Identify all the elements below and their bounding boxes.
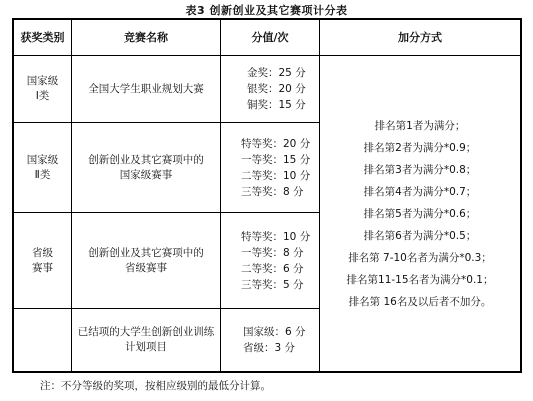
header-competition-name: 竞赛名称 — [124, 31, 168, 44]
score-table — [12, 18, 522, 373]
points-item: 一等奖：8 分 — [241, 246, 304, 259]
points-item: 省级：3 分 — [243, 342, 296, 354]
row-points — [221, 309, 319, 371]
points-item: 银奖：20 分 — [247, 83, 306, 95]
points-item: 一等奖：15 分 — [241, 153, 311, 166]
header-method: 加分方式 — [398, 31, 442, 44]
method-item: 排名第1者为满分； — [374, 119, 466, 132]
row-competition-name: 全国大学生职业规划大赛 — [88, 82, 204, 95]
method-item: 排名第11-15名者为满分*0.1； — [346, 273, 494, 286]
header-category: 获奖类别 — [20, 31, 65, 44]
method-item: 排名第5者为满分*0.6； — [363, 207, 477, 220]
method-item: 排名第4者为满分*0.7； — [363, 185, 477, 198]
table-note: 注：不分等级的奖项，按相应级别的最低分计算。 — [40, 380, 271, 392]
row-competition-name: 创新创业及其它赛项中的 国家级赛事 — [88, 153, 204, 181]
points-item: 三等奖：8 分 — [241, 185, 304, 198]
points-item: 金奖：25 分 — [247, 67, 306, 79]
row-competition-name: 已结项的大学生创新创业训练 计划项目 — [77, 326, 215, 353]
row-category: 省级 赛事 — [32, 246, 53, 274]
row-competition-name: 创新创业及其它赛项中的 省级赛事 — [88, 246, 204, 274]
table-title: 表3 创新创业及其它赛项计分表 — [185, 4, 348, 17]
points-item: 三等奖：5 分 — [241, 278, 304, 291]
points-item: 二等奖：10 分 — [241, 169, 311, 182]
points-item: 特等奖：20 分 — [241, 137, 311, 150]
method-item: 排名第3者为满分*0.8； — [363, 163, 477, 176]
method-item: 排名第2者为满分*0.9； — [363, 141, 477, 154]
method-item: 排名第 16名及以后者不加分。 — [348, 295, 492, 308]
row-points — [221, 213, 319, 308]
row-points — [221, 123, 319, 212]
points-item: 二等奖：6 分 — [241, 262, 304, 275]
row-category — [14, 309, 71, 371]
header-points: 分值/次 — [251, 31, 289, 44]
scoring-method — [320, 56, 520, 371]
method-item: 排名第6者为满分*0.5； — [363, 229, 477, 242]
points-item: 铜奖：15 分 — [247, 99, 306, 111]
method-item: 排名第 7-10名者为满分*0.3； — [348, 251, 492, 264]
points-item: 特等奖：10 分 — [241, 230, 311, 243]
row-category: 国家级 Ⅰ类 — [26, 75, 59, 102]
points-item: 国家级：6 分 — [243, 326, 306, 338]
row-category: 国家级 Ⅱ类 — [26, 153, 59, 181]
row-points — [221, 56, 319, 122]
